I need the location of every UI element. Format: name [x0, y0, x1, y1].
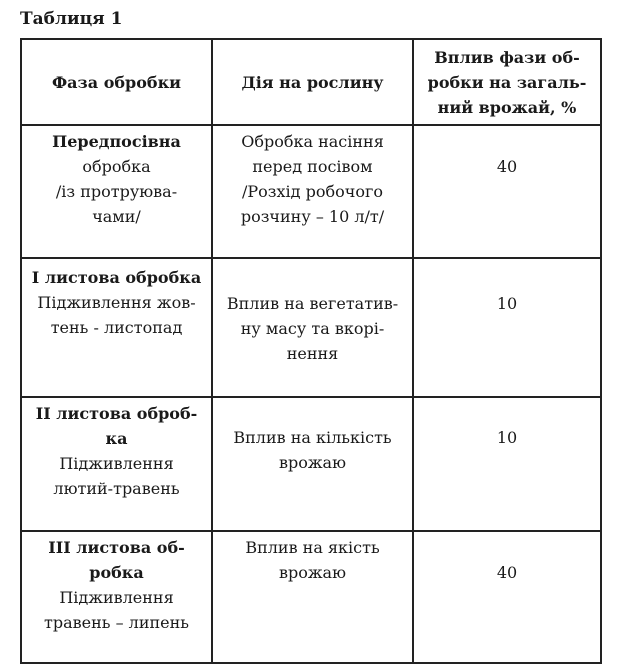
phase-cell — [21, 397, 212, 531]
impact-cell — [413, 125, 601, 258]
phase-title: III листова об- — [48, 538, 185, 557]
phase-cell — [21, 531, 212, 663]
impact-value: 10 — [496, 428, 518, 447]
action-text: Вплив на кількість — [233, 428, 392, 447]
header-phase: Фаза обробки — [21, 39, 212, 125]
action-text: розчину – 10 л/т/ — [240, 207, 385, 226]
table-row — [21, 397, 601, 531]
action-text: перед посівом — [252, 157, 373, 176]
phase-detail: Підживлення — [59, 454, 174, 473]
phase-detail: чами/ — [92, 207, 141, 226]
phase-title: робка — [89, 563, 144, 582]
action-text: Обробка насіння — [241, 132, 384, 151]
action-text: /Розхід робочого — [242, 182, 383, 201]
action-text: Вплив на якість — [245, 538, 380, 557]
phase-detail: тень - листопад — [50, 318, 183, 337]
phase-detail: Підживлення — [59, 588, 174, 607]
impact-cell — [413, 397, 601, 531]
impact-value: 10 — [496, 294, 518, 313]
phase-detail: обробка — [82, 157, 151, 176]
action-text: врожаю — [278, 453, 347, 472]
action-text: Вплив на вегетатив- — [226, 294, 399, 313]
phase-title: I листова обробка — [31, 268, 202, 287]
table-row — [21, 125, 601, 258]
action-cell — [212, 397, 413, 531]
action-cell — [212, 258, 413, 397]
phase-detail: лютий-травень — [53, 479, 180, 498]
table-caption: Таблиця 1 — [20, 9, 123, 29]
phase-cell — [21, 125, 212, 258]
phase-title: Передпосівна — [52, 132, 181, 151]
phase-title: II листова оброб- — [35, 404, 198, 423]
header-impact-line: робки на загаль- — [427, 72, 587, 92]
phase-detail: Підживлення жов- — [37, 293, 196, 312]
action-text: нення — [286, 344, 339, 363]
action-text: врожаю — [278, 563, 347, 582]
header-action: Дія на рослину — [212, 39, 413, 125]
action-cell — [212, 531, 413, 663]
table-row — [21, 258, 601, 397]
impact-cell — [413, 531, 601, 663]
header-impact-line: Вплив фази об- — [434, 47, 580, 67]
phase-title: ка — [105, 429, 128, 448]
header-impact-line: ний врожай, % — [437, 97, 577, 117]
action-text: ну масу та вкорі- — [240, 319, 385, 338]
phase-detail: /із протруюва- — [55, 182, 178, 201]
impact-value: 40 — [496, 157, 518, 176]
action-cell — [212, 125, 413, 258]
treatment-table — [20, 38, 602, 664]
table-row — [21, 531, 601, 663]
header-row — [21, 39, 601, 125]
phase-detail: травень – липень — [44, 613, 189, 632]
phase-cell — [21, 258, 212, 397]
impact-cell — [413, 258, 601, 397]
impact-value: 40 — [496, 563, 518, 582]
header-impact — [413, 39, 601, 125]
